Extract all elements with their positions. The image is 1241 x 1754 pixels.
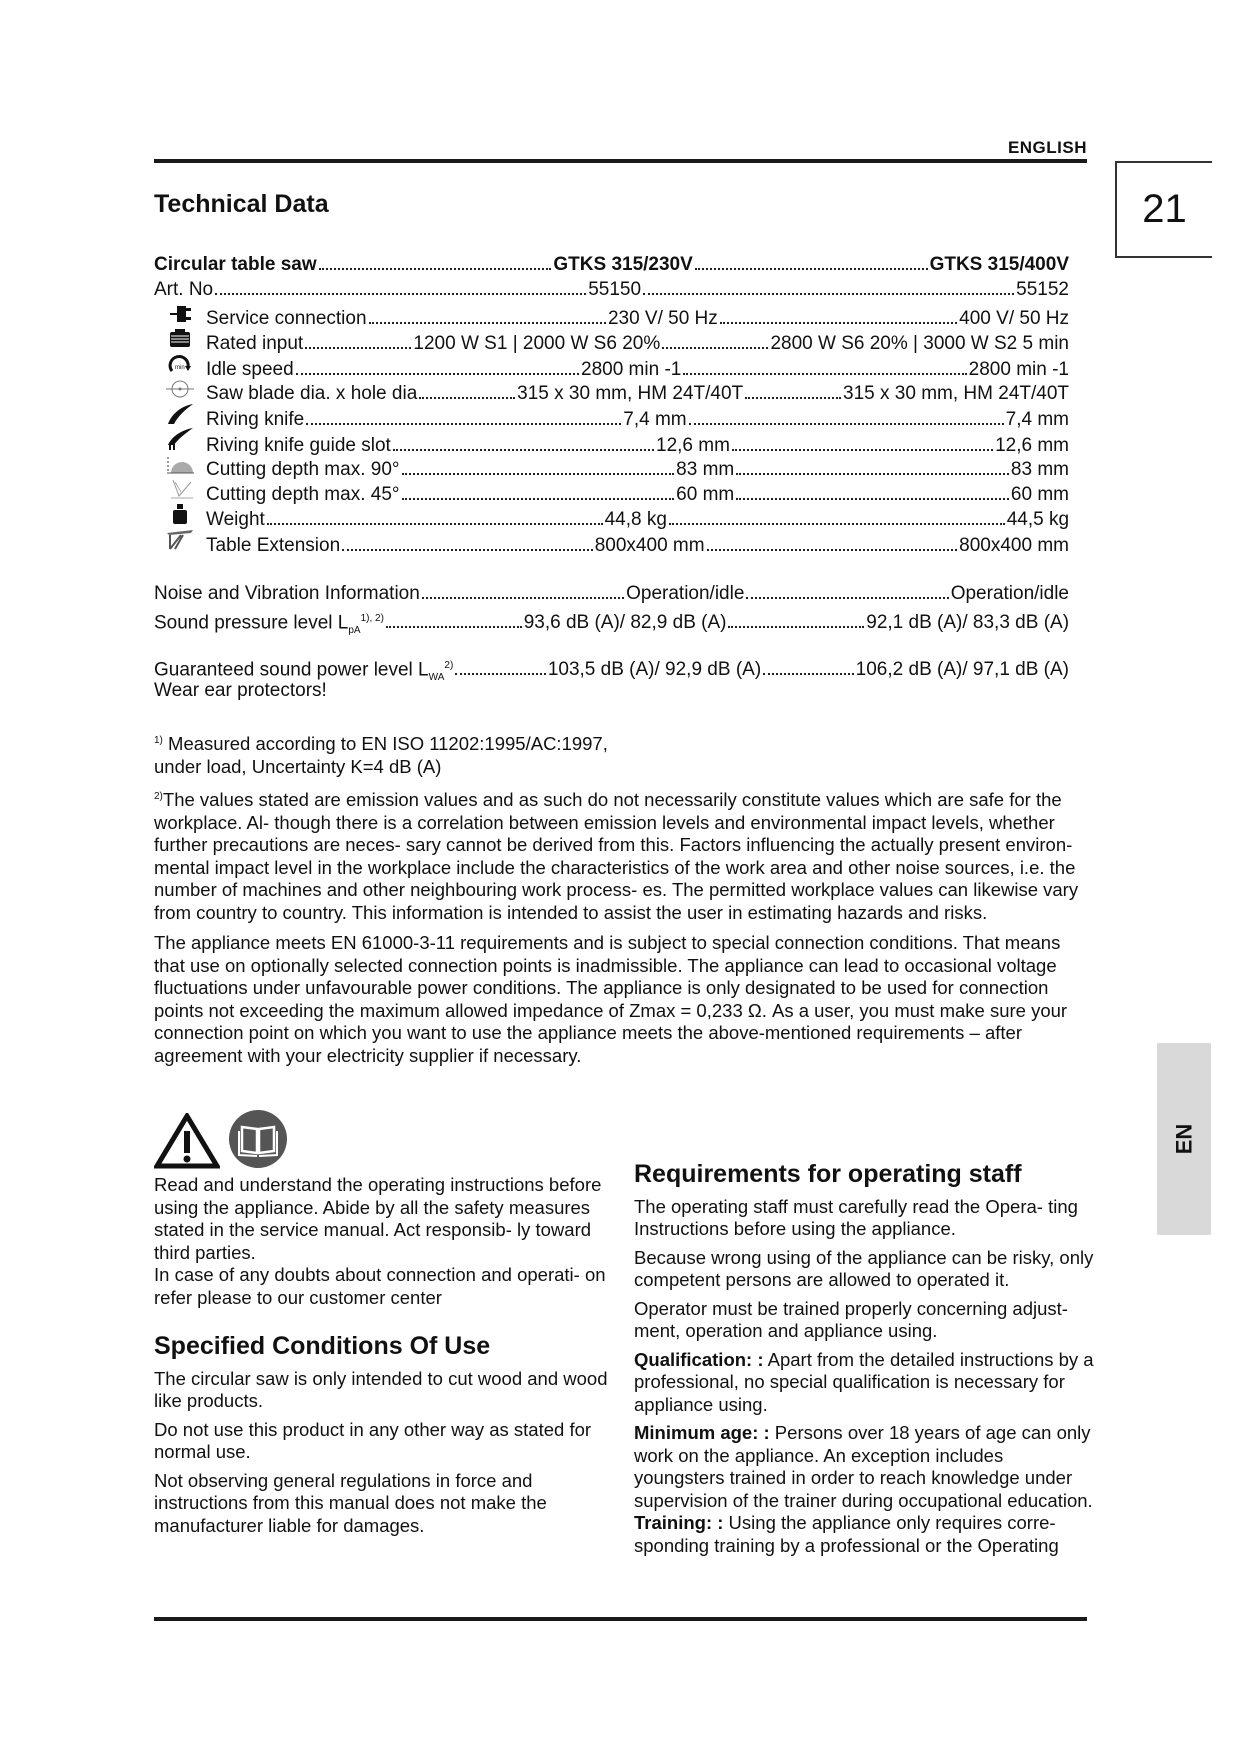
spec-value-2: 44,5 kg xyxy=(1006,509,1070,530)
training-label: Training: : xyxy=(634,1512,724,1533)
spec-label: Service connection xyxy=(206,308,367,329)
leader-dots xyxy=(402,472,675,475)
leader-dots xyxy=(736,472,1009,475)
spec-row xyxy=(154,302,1069,327)
doubts-text: In case of any doubts about connection and operati- on refer please to our customer center xyxy=(154,1264,606,1308)
riving-knife-slot-icon xyxy=(154,427,206,451)
sound-power-2: 106,2 dB (A)/ 97,1 dB (A) xyxy=(855,659,1070,681)
language-header: ENGLISH xyxy=(1007,138,1087,157)
riving-knife-icon xyxy=(154,402,206,426)
spec-label: Riving knife xyxy=(206,409,305,430)
technical-data-title: Technical Data xyxy=(154,190,329,218)
requirements-p2: Because wrong using of the appliance can be risky, only competent persons are allowed to operated it. xyxy=(634,1246,1094,1290)
footnote-text: Measured according to EN ISO 11202:1995/AC:1997, xyxy=(162,733,608,755)
requirements-p3: Operator must be trained properly concerning adjust- ment, operation and appliance using. xyxy=(634,1297,1068,1341)
spec-value-1: 7,4 mm xyxy=(623,409,687,430)
spec-value-2: 7,4 mm xyxy=(1005,409,1069,430)
page-number-text: 21 xyxy=(1142,187,1187,231)
table-extension-icon xyxy=(154,527,206,551)
leader-dots xyxy=(669,522,1005,525)
speed-min-icon xyxy=(154,352,206,376)
footnote-1 xyxy=(154,730,1099,778)
leader-dots xyxy=(422,596,624,599)
qualification-text: Apart from the detailed instructions by a professional, no special qualification is necessary for appliance using. xyxy=(634,1348,1094,1415)
spec-value-1: 230 V/ 50 Hz xyxy=(607,308,718,329)
spec-value-2: 2800 W S6 20% | 3000 W S2 5 min xyxy=(770,333,1069,354)
sound-pressure-1: 93,6 dB (A)/ 82,9 dB (A) xyxy=(523,612,727,634)
model-2: GTKS 315/400V xyxy=(929,254,1069,275)
leader-dots xyxy=(305,346,411,349)
conditions-p1: The circular saw is only intended to cut wood and wood like products. xyxy=(154,1367,608,1411)
subscript: pA xyxy=(348,625,361,637)
spec-value-1: 12,6 mm xyxy=(656,435,730,456)
spec-value-2: 60 mm xyxy=(1010,484,1069,505)
min-age-label: Minimum age: : xyxy=(634,1422,770,1443)
spec-value-1: 44,8 kg xyxy=(604,509,667,530)
leader-dots xyxy=(267,522,603,525)
leader-dots xyxy=(342,548,593,551)
sound-pressure-row xyxy=(154,606,1070,637)
cutting-depth-90-icon xyxy=(154,452,206,476)
spec-value-1: 60 mm xyxy=(676,484,735,505)
leader-dots xyxy=(306,422,621,425)
model-1: GTKS 315/230V xyxy=(553,254,693,275)
side-tab-text: EN xyxy=(1171,1123,1196,1155)
leader-dots xyxy=(643,292,1014,295)
bottom-rule xyxy=(154,1617,1087,1621)
spec-value-2: 2800 min -1 xyxy=(968,359,1069,380)
footnotes xyxy=(154,730,1099,1075)
spec-row xyxy=(154,377,1069,402)
conditions-p2: Do not use this product in any other way as stated for normal use. xyxy=(154,1418,592,1462)
leader-dots xyxy=(707,548,958,551)
spec-value-1: 2800 min -1 xyxy=(581,359,682,380)
subscript: WA xyxy=(428,672,445,684)
min-age-paragraph xyxy=(634,1422,1094,1512)
training-paragraph xyxy=(634,1512,1094,1557)
right-column xyxy=(634,1160,1094,1563)
spec-value-2: 800x400 mm xyxy=(959,535,1069,556)
leader-dots xyxy=(736,497,1009,500)
leader-dots xyxy=(689,422,1004,425)
conditions-title: Specified Conditions Of Use xyxy=(154,1332,491,1360)
requirements-title: Requirements for operating staff xyxy=(634,1160,1022,1188)
leader-dots xyxy=(728,625,864,628)
spec-value-2: 12,6 mm xyxy=(995,435,1070,456)
top-rule xyxy=(154,159,1087,163)
noise-section xyxy=(154,581,1069,703)
sound-power-1: 103,5 dB (A)/ 92,9 dB (A) xyxy=(547,659,762,681)
warning-triangle-icon xyxy=(154,1113,220,1175)
footnote-2 xyxy=(154,786,1089,924)
noise-header-row xyxy=(154,581,1069,606)
footnote-text: under load, Uncertainty K=4 dB (A) xyxy=(154,755,442,777)
sound-pressure-label xyxy=(154,606,384,643)
leader-dots xyxy=(402,497,675,500)
spec-value-1: 1200 W S1 | 2000 W S6 20% xyxy=(413,333,661,354)
spec-value-2: 83 mm xyxy=(1010,459,1069,480)
safety-icons xyxy=(154,1110,614,1174)
requirements-p1: The operating staff must carefully read the Opera- ting Instructions before using the appliance. xyxy=(634,1195,1078,1239)
ear-protection-text: Wear ear protectors! xyxy=(154,680,327,701)
label-text: Sound pressure level L xyxy=(154,612,349,634)
spec-value-2: 400 V/ 50 Hz xyxy=(959,308,1070,329)
leader-dots xyxy=(319,267,552,270)
weight-icon xyxy=(154,502,206,526)
spec-label: Cutting depth max. 90° xyxy=(206,459,400,480)
art-no-row xyxy=(154,277,1069,302)
leader-dots xyxy=(393,448,654,451)
spec-label: Cutting depth max. 45° xyxy=(206,484,400,505)
training-text: Using the appliance only requires corre- sponding training by a professional or the Operating xyxy=(634,1512,1059,1556)
art-no-label: Art. No xyxy=(154,279,214,300)
read-instructions-text: Read and understand the operating instructions before using the appliance. Abide by all the safety measures stated in the service manual. Act responsib- ly toward third parties. xyxy=(154,1174,602,1263)
footnote-mark: 1) xyxy=(154,735,163,746)
leader-dots xyxy=(455,672,546,675)
left-column xyxy=(154,1110,614,1543)
read-manual-icon xyxy=(228,1109,288,1175)
en61000-paragraph: The appliance meets EN 61000-3-11 requirements and is subject to special connection conditions. That means that use on optionally selected connection points is inadmissible. The appliance can lead to occasional voltage fluctuations under unfavourable power conditions. The appliance is only designated to be used for connection points not exceeding the maximum allowed impedance of Zmax = 0,233 Ω. As a user, you must make sure your connection point on which you want to use the appliance meets the above-mentioned requirements – after agreement with your electricity supplier if necessary. xyxy=(154,932,1068,1066)
conditions-p3: Not observing general regulations in force and instructions from this manual does not make the manufacturer liable for damages. xyxy=(154,1469,547,1536)
min-age-text: Persons over 18 years of age can only work on the appliance. An exception includes youngsters trained in order to reach knowledge under supervision of the trainer during occupational education. xyxy=(634,1422,1093,1511)
art-no-2: 55152 xyxy=(1016,279,1069,300)
product-row xyxy=(154,252,1069,277)
product-label: Circular table saw xyxy=(154,254,317,275)
leader-dots xyxy=(215,292,586,295)
spec-value-1: 800x400 mm xyxy=(594,535,705,556)
leader-dots xyxy=(746,596,948,599)
art-no-1: 55150 xyxy=(588,279,642,300)
spec-value-1: 315 x 30 mm, HM 24T/40T xyxy=(517,383,744,404)
spec-label: Riving knife guide slot xyxy=(206,435,391,456)
leader-dots xyxy=(695,267,928,270)
plug-icon xyxy=(154,302,206,326)
leader-dots xyxy=(662,346,768,349)
leader-dots xyxy=(683,372,966,375)
spec-label: Idle speed xyxy=(206,359,294,380)
leader-dots xyxy=(419,396,515,399)
noise-value-2: Operation/idle xyxy=(950,583,1069,604)
leader-dots xyxy=(745,396,841,399)
leader-dots xyxy=(732,448,993,451)
spec-table xyxy=(154,252,1070,556)
spec-row xyxy=(154,327,1069,352)
sound-power-row xyxy=(154,653,1070,684)
cutting-depth-45-icon xyxy=(154,477,206,501)
spec-label: Saw blade dia. x hole dia xyxy=(206,383,418,404)
saw-blade-icon xyxy=(154,377,206,401)
language-side-tab xyxy=(1157,1043,1211,1235)
footnote-ref: 2) xyxy=(444,660,454,671)
svg-text:min: min xyxy=(175,365,185,371)
page-number xyxy=(1115,161,1212,258)
label-text: Guaranteed sound power level L xyxy=(154,659,429,681)
qualification-paragraph xyxy=(634,1349,1094,1417)
leader-dots xyxy=(720,321,957,324)
spec-value-1: 83 mm xyxy=(676,459,735,480)
spec-label: Table Extension xyxy=(206,535,341,556)
leader-dots xyxy=(296,372,579,375)
noise-label: Noise and Vibration Information xyxy=(154,583,420,604)
sound-pressure-2: 92,1 dB (A)/ 83,3 dB (A) xyxy=(866,612,1070,634)
leader-dots xyxy=(369,321,606,324)
footnote-text: The values stated are emission values and as such do not necessarily constitute values which are safe for the workplace. Al- though there is a correlation between emission levels and environmental impact levels, whether further precautions are neces- sary cannot be derived from this. Factors influencing the actually present environ- mental impact level in the workplace include the characteristics of the work area and other noise sources, i.e. the number of machines and other neighbouring work process- es. The permitted workplace values can likewise vary from country to country. This information is intended to assist the user in estimating hazards and risks. xyxy=(154,789,1079,923)
qualification-label: Qualification: : xyxy=(634,1348,764,1370)
footnote-mark: 2) xyxy=(154,791,163,803)
motor-icon xyxy=(154,327,206,351)
leader-dots xyxy=(763,672,854,675)
spec-label: Rated input xyxy=(206,333,304,354)
spec-label: Weight xyxy=(206,509,265,530)
footnote-ref: 1), 2) xyxy=(360,613,384,624)
noise-value-1: Operation/idle xyxy=(626,583,745,604)
leader-dots xyxy=(386,625,522,628)
spec-value-2: 315 x 30 mm, HM 24T/40T xyxy=(843,383,1070,404)
